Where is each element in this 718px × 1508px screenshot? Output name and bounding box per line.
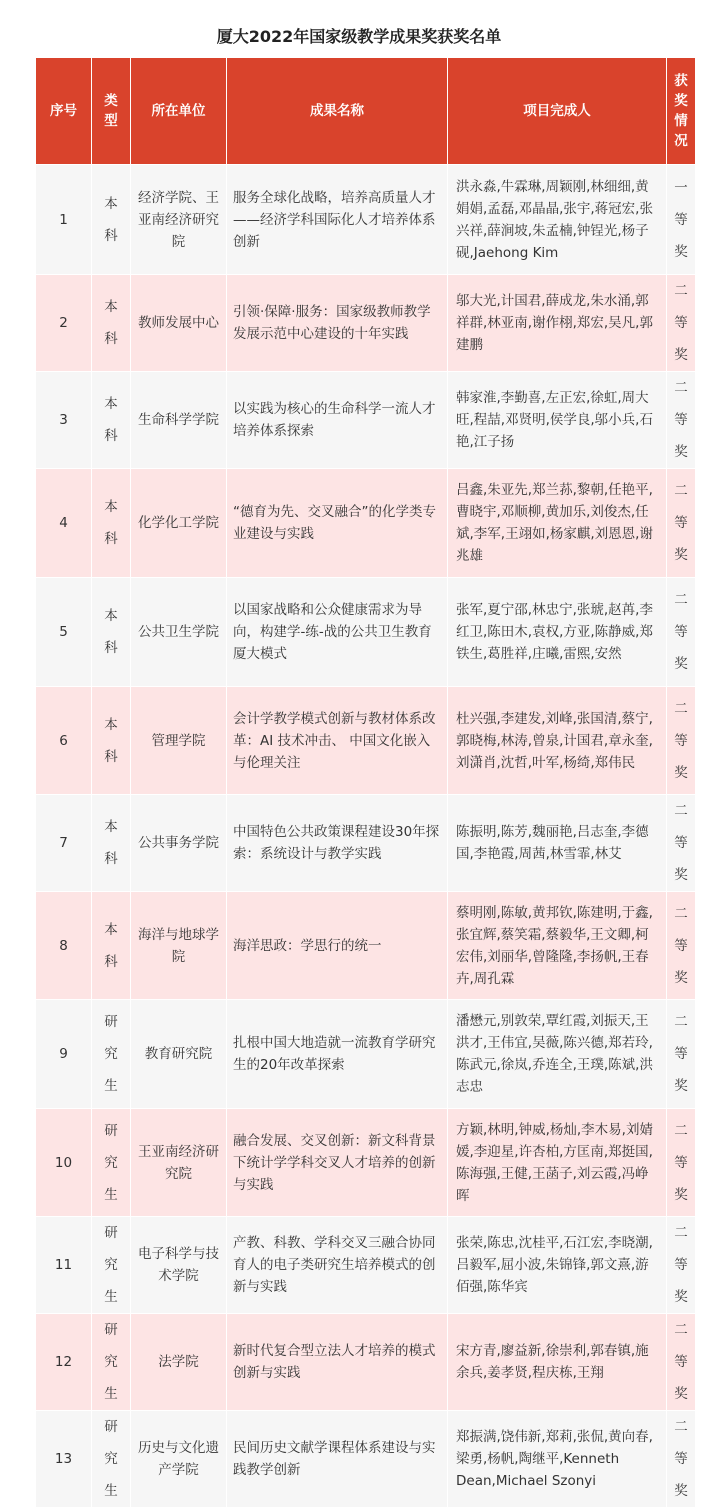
cell-unit: 历史与文化遗产学院 <box>131 1411 227 1508</box>
cell-seq: 12 <box>36 1314 92 1411</box>
table-row <box>36 578 696 687</box>
table-row <box>36 892 696 1000</box>
header-unit: 所在单位 <box>131 58 227 165</box>
cell-award: 二等奖 <box>667 892 696 1000</box>
cell-members: 张荣,陈忠,沈桂平,石江宏,李晓潮,吕毅军,屈小波,朱锦锋,郭文熹,游佰强,陈华宾 <box>448 1217 667 1314</box>
cell-award: 二等奖 <box>667 1411 696 1508</box>
cell-seq: 6 <box>36 687 92 795</box>
header-members: 项目完成人 <box>448 58 667 165</box>
cell-members: 邬大光,计国君,薛成龙,朱水涌,郭祥群,林亚南,谢作栩,郑宏,吴凡,郭建鹏 <box>448 275 667 372</box>
cell-name: 会计学教学模式创新与教材体系改革：AI 技术冲击、 中国文化嵌入与伦理关注 <box>227 687 448 795</box>
cell-unit: 公共事务学院 <box>131 795 227 892</box>
cell-award: 二等奖 <box>667 1217 696 1314</box>
cell-name: 引领·保障·服务：国家级教师教学发展示范中心建设的十年实践 <box>227 275 448 372</box>
cell-unit: 公共卫生学院 <box>131 578 227 687</box>
cell-type: 本科 <box>92 687 131 795</box>
cell-seq: 1 <box>36 165 92 275</box>
header-type: 类型 <box>92 58 131 165</box>
cell-award: 二等奖 <box>667 687 696 795</box>
cell-type: 本科 <box>92 892 131 1000</box>
table-row <box>36 1411 696 1508</box>
cell-members: 潘懋元,别敦荣,覃红霞,刘振天,王洪才,王伟宜,吴薇,陈兴德,郑若玲,陈武元,徐岚,乔连全,王璞,陈斌,洪志忠 <box>448 1000 667 1109</box>
cell-members: 张军,夏宁邵,林忠宁,张琥,赵苒,李红卫,陈田木,袁权,方亚,陈静威,郑铁生,葛胜祥,庄曦,雷熙,安然 <box>448 578 667 687</box>
cell-award: 二等奖 <box>667 469 696 578</box>
table-row <box>36 1314 696 1411</box>
cell-members: 吕鑫,朱亚先,郑兰荪,黎朝,任艳平,曹晓宇,邓顺柳,黄加乐,刘俊杰,任斌,李军,王翊如,杨家麒,刘恩恩,谢兆雄 <box>448 469 667 578</box>
cell-award: 一等奖 <box>667 165 696 275</box>
cell-type: 研究生 <box>92 1217 131 1314</box>
cell-unit: 教师发展中心 <box>131 275 227 372</box>
cell-name: 以国家战略和公众健康需求为导向，构建学-练-战的公共卫生教育厦大模式 <box>227 578 448 687</box>
cell-type: 本科 <box>92 578 131 687</box>
cell-members: 郑振满,饶伟新,郑莉,张侃,黄向春,梁勇,杨帆,陶继平,Kenneth Dean,Michael Szonyi <box>448 1411 667 1508</box>
cell-name: 海洋思政：学思行的统一 <box>227 892 448 1000</box>
header-award: 获奖情况 <box>667 58 696 165</box>
cell-award: 二等奖 <box>667 1000 696 1109</box>
cell-award: 二等奖 <box>667 795 696 892</box>
table-row <box>36 795 696 892</box>
header-name: 成果名称 <box>227 58 448 165</box>
cell-type: 本科 <box>92 372 131 469</box>
award-table <box>35 57 696 1508</box>
cell-unit: 教育研究院 <box>131 1000 227 1109</box>
cell-unit: 经济学院、王亚南经济研究院 <box>131 165 227 275</box>
cell-award: 二等奖 <box>667 1314 696 1411</box>
cell-award: 二等奖 <box>667 275 696 372</box>
cell-seq: 8 <box>36 892 92 1000</box>
table-row <box>36 687 696 795</box>
cell-seq: 10 <box>36 1109 92 1217</box>
cell-name: 民间历史文献学课程体系建设与实践教学创新 <box>227 1411 448 1508</box>
header-seq: 序号 <box>36 58 92 165</box>
cell-type: 本科 <box>92 795 131 892</box>
cell-members: 杜兴强,李建发,刘峰,张国清,蔡宁,郭晓梅,林涛,曾泉,计国君,章永奎,刘潇肖,沈哲,叶军,杨绮,郑伟民 <box>448 687 667 795</box>
page-title: 厦大2022年国家级教学成果奖获奖名单 <box>216 27 502 46</box>
cell-unit: 法学院 <box>131 1314 227 1411</box>
table-row <box>36 165 696 275</box>
table-row <box>36 372 696 469</box>
cell-type: 研究生 <box>92 1314 131 1411</box>
cell-name: 扎根中国大地造就一流教育学研究生的20年改革探索 <box>227 1000 448 1109</box>
cell-type: 本科 <box>92 469 131 578</box>
cell-seq: 7 <box>36 795 92 892</box>
cell-unit: 化学化工学院 <box>131 469 227 578</box>
cell-seq: 13 <box>36 1411 92 1508</box>
cell-type: 研究生 <box>92 1000 131 1109</box>
cell-members: 蔡明刚,陈敏,黄邦钦,陈建明,于鑫,张宜辉,蔡笑霜,蔡毅华,王文卿,柯宏伟,刘丽华,曾隆隆,李扬帆,王春卉,周孔霖 <box>448 892 667 1000</box>
table-row <box>36 469 696 578</box>
cell-name: “德育为先、交叉融合”的化学类专业建设与实践 <box>227 469 448 578</box>
cell-seq: 3 <box>36 372 92 469</box>
cell-unit: 王亚南经济研究院 <box>131 1109 227 1217</box>
table-row <box>36 1109 696 1217</box>
cell-name: 融合发展、交叉创新：新文科背景下统计学学科交叉人才培养的创新与实践 <box>227 1109 448 1217</box>
cell-name: 服务全球化战略，培养高质量人才——经济学科国际化人才培养体系创新 <box>227 165 448 275</box>
cell-seq: 11 <box>36 1217 92 1314</box>
cell-name: 新时代复合型立法人才培养的模式创新与实践 <box>227 1314 448 1411</box>
cell-type: 研究生 <box>92 1109 131 1217</box>
cell-seq: 4 <box>36 469 92 578</box>
cell-award: 二等奖 <box>667 578 696 687</box>
table-row <box>36 1000 696 1109</box>
table-row <box>36 275 696 372</box>
cell-unit: 海洋与地球学院 <box>131 892 227 1000</box>
cell-seq: 9 <box>36 1000 92 1109</box>
cell-type: 本科 <box>92 275 131 372</box>
cell-members: 陈振明,陈芳,魏丽艳,吕志奎,李德国,李艳霞,周茜,林雪霏,林艾 <box>448 795 667 892</box>
cell-name: 产教、科教、学科交叉三融合协同育人的电子类研究生培养模式的创新与实践 <box>227 1217 448 1314</box>
table-row <box>36 1217 696 1314</box>
cell-members: 洪永淼,牛霖琳,周颖刚,林细细,黄娟娟,孟磊,邓晶晶,张宇,蒋冠宏,张兴祥,薛涧坡,朱孟楠,钟锃光,杨子砚,Jaehong Kim <box>448 165 667 275</box>
cell-members: 宋方青,廖益新,徐崇利,郭春镇,施余兵,姜孝贤,程庆栋,王翔 <box>448 1314 667 1411</box>
cell-type: 本科 <box>92 165 131 275</box>
cell-unit: 生命科学学院 <box>131 372 227 469</box>
cell-award: 二等奖 <box>667 372 696 469</box>
cell-members: 韩家淮,李勤喜,左正宏,徐虹,周大旺,程喆,邓贤明,侯学良,邬小兵,石艳,江子扬 <box>448 372 667 469</box>
cell-type: 研究生 <box>92 1411 131 1508</box>
cell-name: 以实践为核心的生命科学一流人才培养体系探索 <box>227 372 448 469</box>
cell-seq: 2 <box>36 275 92 372</box>
cell-unit: 电子科学与技术学院 <box>131 1217 227 1314</box>
table-header-row <box>36 58 696 165</box>
cell-name: 中国特色公共政策课程建设30年探索：系统设计与教学实践 <box>227 795 448 892</box>
cell-seq: 5 <box>36 578 92 687</box>
cell-award: 二等奖 <box>667 1109 696 1217</box>
cell-members: 方颖,林明,钟威,杨灿,李木易,刘婧媛,李迎星,许杏柏,方匡南,郑挺国,陈海强,王健,王菡子,刘云霞,冯峥晖 <box>448 1109 667 1217</box>
cell-unit: 管理学院 <box>131 687 227 795</box>
